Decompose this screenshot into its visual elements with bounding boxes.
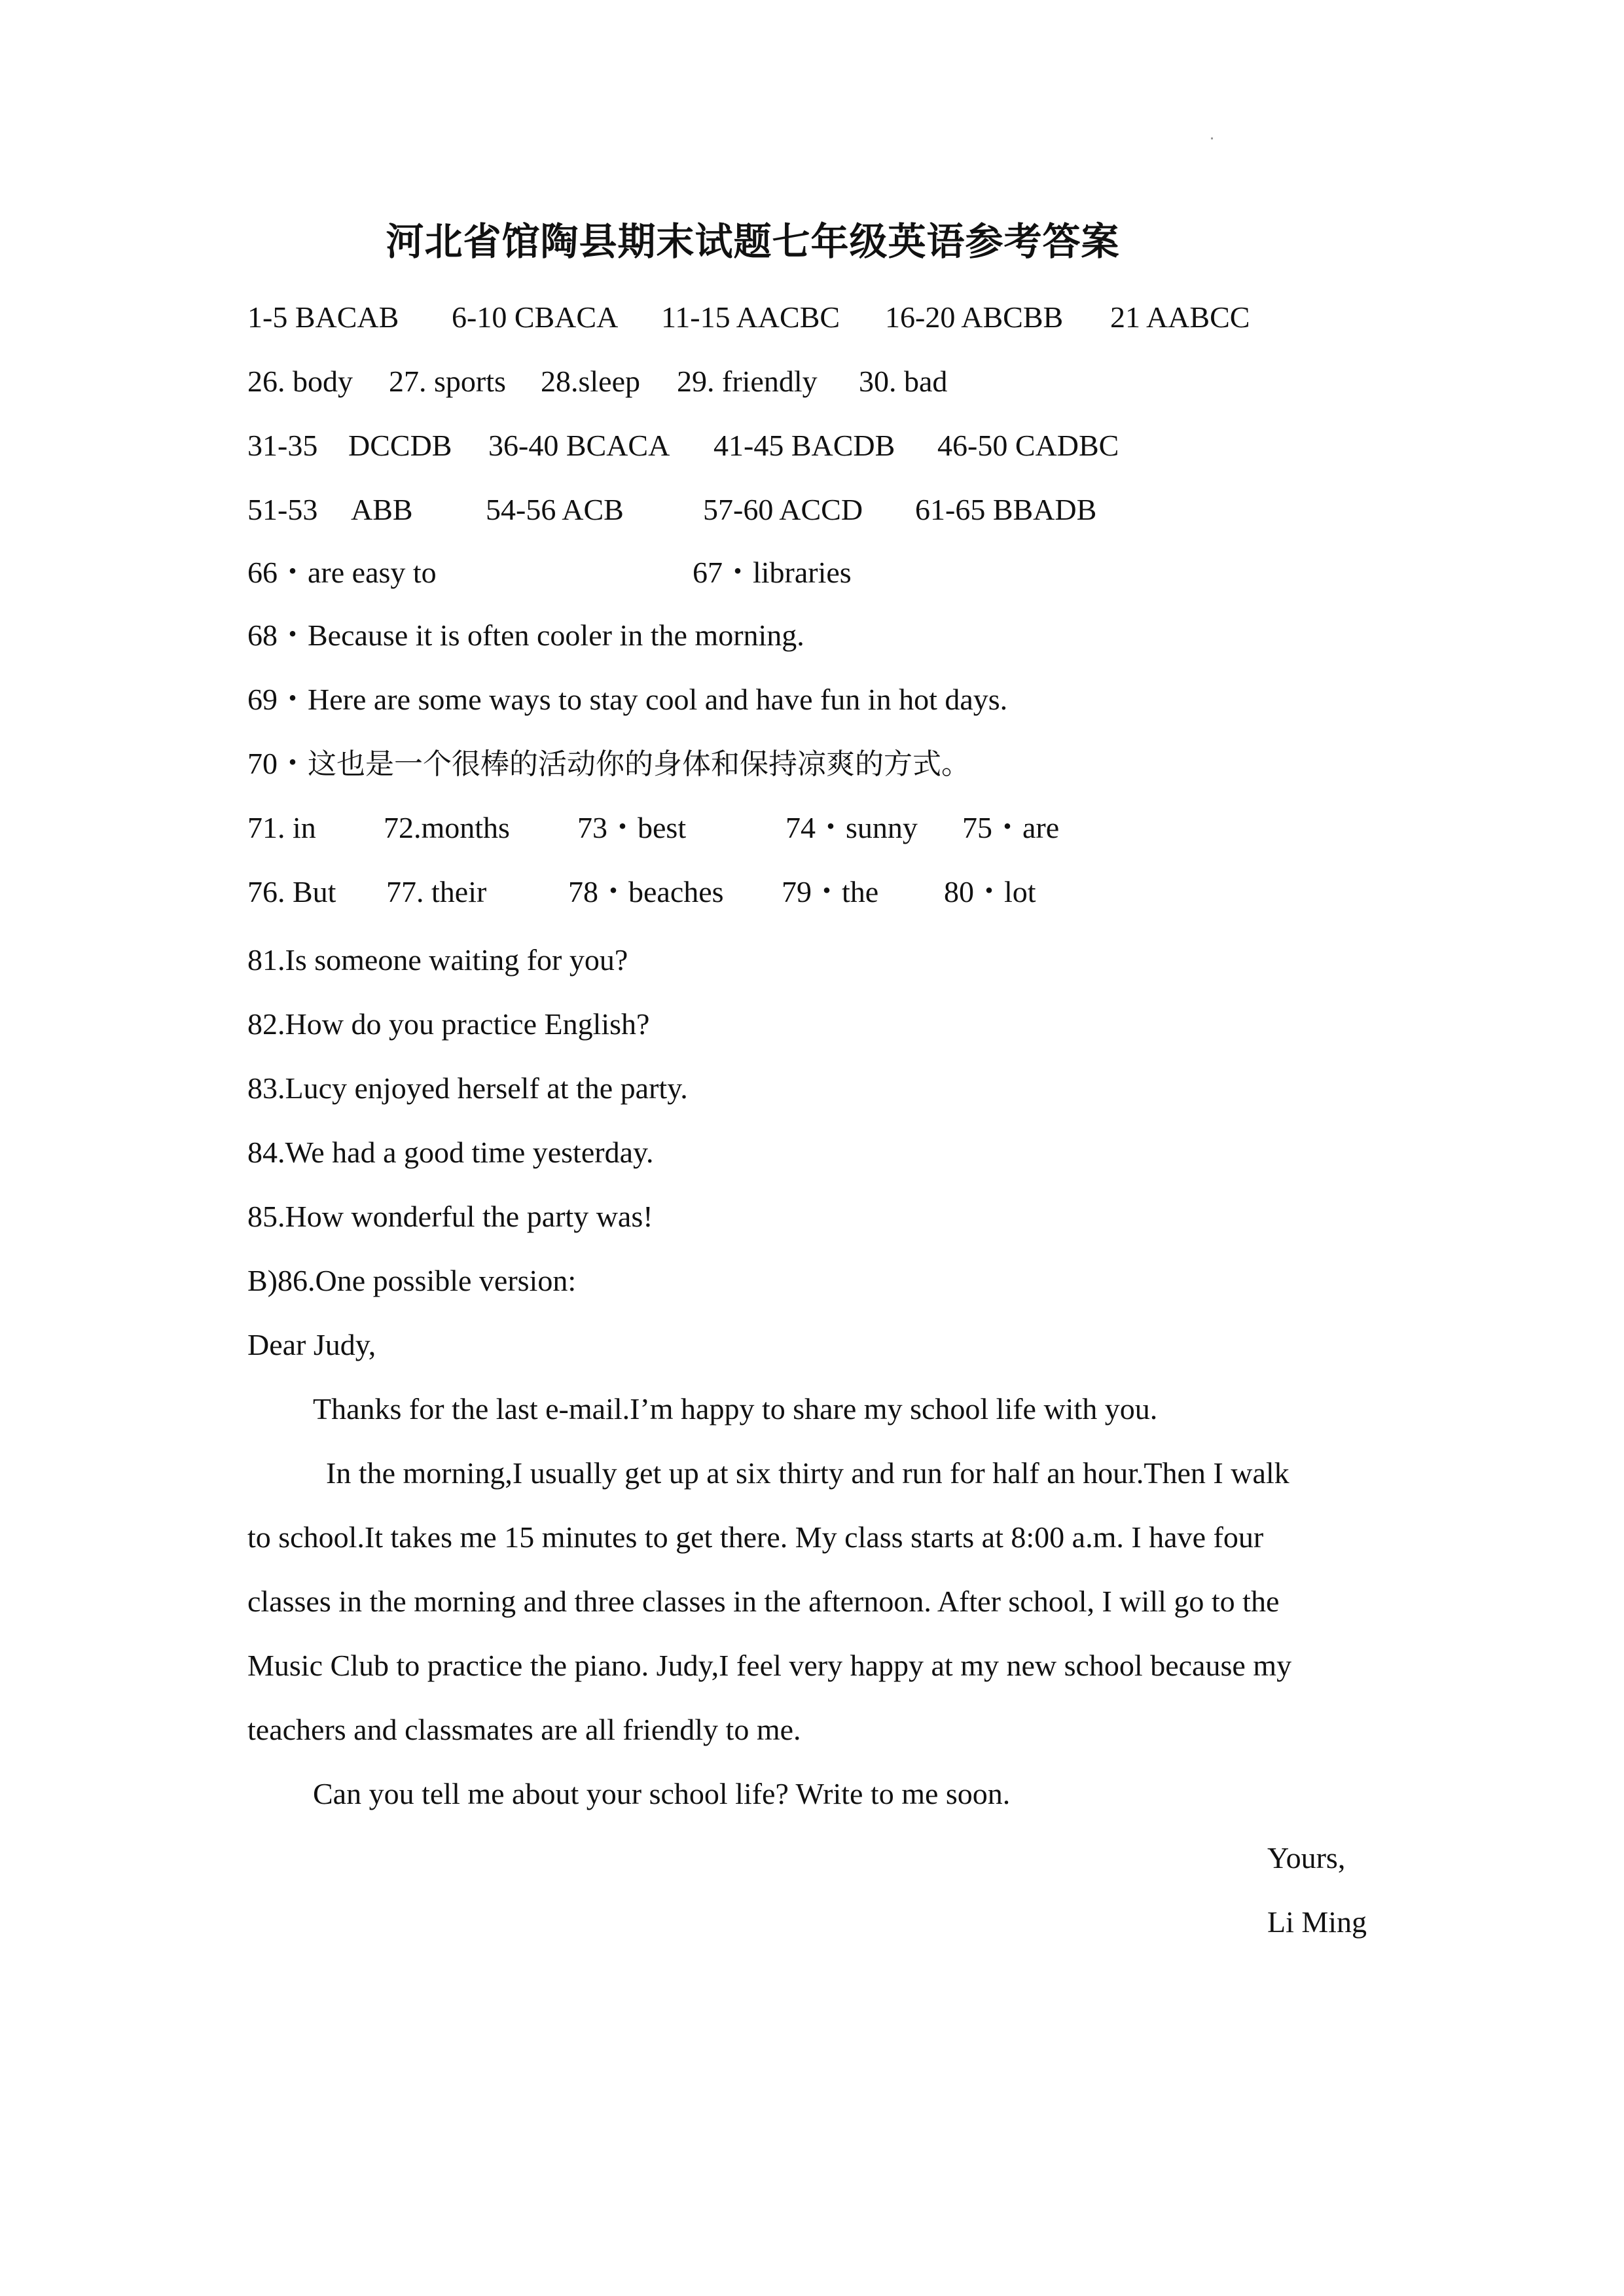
answer-81: 81.Is someone waiting for you? bbox=[247, 943, 628, 977]
letter-signature: Li Ming bbox=[1267, 1905, 1367, 1939]
answer-29: 29. friendly bbox=[677, 365, 818, 398]
answer-61-65: 61-65 BBADB bbox=[915, 493, 1097, 526]
answer-26: 26. body bbox=[247, 365, 353, 398]
answer-51-53: ABB bbox=[351, 493, 413, 526]
page-title: 河北省馆陶县期末试题七年级英语参考答案 bbox=[386, 219, 1120, 264]
letter-paragraph-2-line-5: teachers and classmates are all friendly to me. bbox=[247, 1713, 801, 1746]
answer-16-20: 16-20 ABCBB bbox=[885, 300, 1064, 334]
letter-paragraph-2-line-1: In the morning,I usually get up at six thirty and run for half an hour.Then I walk bbox=[326, 1456, 1290, 1490]
answer-57-60: 57-60 ACCD bbox=[703, 493, 863, 526]
letter-paragraph-2-line-2: to school.It takes me 15 minutes to get there. My class starts at 8:00 a.m. I have four bbox=[247, 1520, 1264, 1554]
answer-71: 71. in bbox=[247, 811, 316, 844]
answer-27: 27. sports bbox=[389, 365, 506, 398]
answer-78: 78・beaches bbox=[568, 875, 724, 908]
answer-83: 83.Lucy enjoyed herself at the party. bbox=[247, 1071, 688, 1105]
answer-51-53-label: 51-53 bbox=[247, 493, 318, 526]
answer-36-40: 36-40 BCACA bbox=[488, 429, 670, 462]
answer-75: 75・are bbox=[962, 811, 1060, 844]
answer-6-10: 6-10 CBACA bbox=[452, 300, 619, 334]
answer-79: 79・the bbox=[782, 875, 879, 908]
answer-31-35-label: 31-35 bbox=[247, 429, 318, 462]
answer-70-number: 70・ bbox=[247, 747, 308, 780]
answer-30: 30. bad bbox=[859, 365, 948, 398]
answer-73: 73・best bbox=[577, 811, 687, 844]
answer-66: 66・are easy to bbox=[247, 556, 437, 589]
letter-paragraph-2-line-4: Music Club to practice the piano. Judy,I feel very happy at my new school because my bbox=[247, 1649, 1292, 1682]
answer-28: 28.sleep bbox=[541, 365, 641, 398]
letter-closing: Yours, bbox=[1267, 1841, 1346, 1874]
answer-82: 82.How do you practice English? bbox=[247, 1007, 650, 1041]
letter-paragraph-3: Can you tell me about your school life? Write to me soon. bbox=[313, 1777, 1011, 1810]
answer-74: 74・sunny bbox=[785, 811, 918, 844]
answer-70-translation: 这也是一个很棒的活动你的身体和保持凉爽的方式。 bbox=[308, 747, 970, 781]
answer-1-5: 1-5 BACAB bbox=[247, 300, 399, 334]
answer-72: 72.months bbox=[384, 811, 510, 844]
answer-54-56: 54-56 ACB bbox=[486, 493, 624, 526]
letter-paragraph-2-line-3: classes in the morning and three classes in the afternoon. After school, I will go to the bbox=[247, 1585, 1280, 1618]
answer-70 bbox=[247, 749, 970, 779]
answer-84: 84.We had a good time yesterday. bbox=[247, 1136, 654, 1169]
answer-41-45: 41-45 BACDB bbox=[713, 429, 895, 462]
answer-76: 76. But bbox=[247, 875, 336, 908]
answer-80: 80・lot bbox=[944, 875, 1036, 908]
answer-21-25: 21 AABCC bbox=[1110, 300, 1250, 334]
answer-31-35: DCCDB bbox=[348, 429, 452, 462]
answer-11-15: 11-15 AACBC bbox=[661, 300, 840, 334]
writing-heading: B)86.One possible version: bbox=[247, 1264, 577, 1297]
answer-69: 69・Here are some ways to stay cool and have fun in hot days. bbox=[247, 683, 1008, 716]
answer-67: 67・libraries bbox=[693, 556, 852, 589]
letter-greeting: Dear Judy, bbox=[247, 1328, 376, 1361]
answer-68: 68・Because it is often cooler in the morning. bbox=[247, 619, 804, 652]
answer-46-50: 46-50 CADBC bbox=[937, 429, 1119, 462]
answer-77: 77. their bbox=[386, 875, 487, 908]
answer-85: 85.How wonderful the party was! bbox=[247, 1200, 653, 1233]
scan-speck bbox=[1211, 137, 1213, 139]
letter-paragraph-1: Thanks for the last e-mail.I’m happy to share my school life with you. bbox=[313, 1392, 1158, 1426]
